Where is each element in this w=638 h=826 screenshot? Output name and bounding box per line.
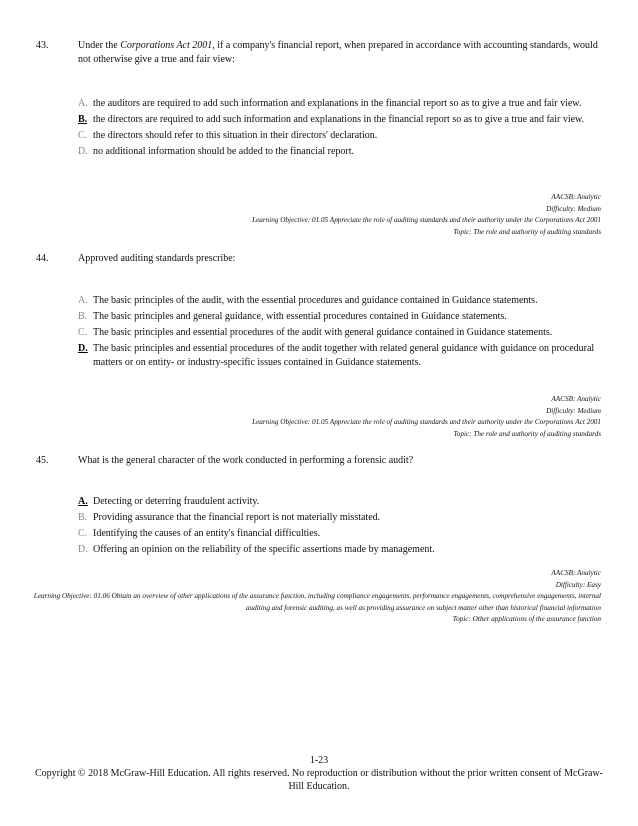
option-letter: A. xyxy=(78,496,88,507)
option-b[interactable] xyxy=(78,511,603,525)
question-text-part: Under the xyxy=(78,40,121,51)
option-a[interactable] xyxy=(78,97,603,111)
question-text-part: , if a company's financial report, when prepared in accordance with accounting standards, would not otherwise give a true and fair view: xyxy=(78,40,598,65)
option-text: Identifying the causes of an entity's financial difficulties. xyxy=(93,528,321,539)
learning-objective: Learning Objective: 01.06 Obtain an overview of other applications of the assurance function, including compliance engagements, performance engagements, comprehensive engagements, internal auditing and forensic auditing, as well as providing assurance on subject matter other than historical financial information xyxy=(33,592,601,612)
option-c[interactable] xyxy=(78,326,603,340)
question-text: Approved auditing standards prescribe: xyxy=(78,253,236,264)
option-text: Offering an opinion on the reliability of the specific assertions made by management. xyxy=(93,544,435,555)
option-b[interactable] xyxy=(78,310,603,324)
difficulty-tag: Difficulty: Easy xyxy=(555,580,601,589)
option-letter: B. xyxy=(78,114,88,125)
question-metadata-45 xyxy=(21,568,601,626)
question-text xyxy=(78,39,603,67)
option-text: the directors are required to add such information and explanations in the financial report so as to give a true and fair view. xyxy=(93,114,585,125)
option-d[interactable] xyxy=(78,543,603,557)
option-text: Detecting or deterring fraudulent activity. xyxy=(93,496,260,507)
aacsb-tag: AACSB: Analytic xyxy=(551,395,601,403)
difficulty-tag: Difficulty: Medium xyxy=(546,204,601,213)
options-45 xyxy=(78,495,603,559)
question-number: 43. xyxy=(36,40,49,51)
topic-tag: Topic: The role and authority of auditing standards xyxy=(453,227,601,236)
question-metadata-43 xyxy=(41,192,601,238)
option-text: The basic principles and essential procedures of the audit with general guidance contained in Guidance statements. xyxy=(93,327,553,338)
option-letter: D. xyxy=(78,544,88,555)
topic-tag: Topic: Other applications of the assurance function xyxy=(452,615,601,623)
question-text-italic: Corporations Act 2001 xyxy=(120,40,213,51)
option-c[interactable] xyxy=(78,129,603,143)
option-letter: C. xyxy=(78,130,88,141)
option-text: the auditors are required to add such information and explanations in the financial report so as to give a true and fair view. xyxy=(93,98,582,109)
option-a[interactable] xyxy=(78,495,603,509)
options-44 xyxy=(78,294,603,372)
option-text: no additional information should be added to the financial report. xyxy=(93,146,355,157)
question-metadata-44 xyxy=(41,394,601,440)
option-letter: B. xyxy=(78,512,88,523)
option-text: The basic principles and general guidance, with essential procedures contained in Guidance statements. xyxy=(93,311,507,322)
option-text: the directors should refer to this situation in their directors' declaration. xyxy=(93,130,378,141)
option-letter: D. xyxy=(78,146,88,157)
page-footer xyxy=(30,754,608,793)
option-d[interactable] xyxy=(78,145,603,159)
aacsb-tag: AACSB: Analytic xyxy=(551,193,601,201)
option-text: Providing assurance that the financial report is not materially misstated. xyxy=(93,512,381,523)
option-c[interactable] xyxy=(78,527,603,541)
question-number: 44. xyxy=(36,253,49,264)
option-letter: C. xyxy=(78,528,88,539)
option-text: The basic principles and essential procedures of the audit together with related general guidance with guidance on procedural matters or on entity- or industry-specific issues contained in Guidance statements. xyxy=(93,343,595,368)
option-letter: A. xyxy=(78,295,88,306)
option-letter: B. xyxy=(78,311,88,322)
option-text: The basic principles of the audit, with the essential procedures and guidance contained in Guidance statements. xyxy=(93,295,538,306)
option-letter: A. xyxy=(78,98,88,109)
option-d[interactable] xyxy=(78,342,603,370)
question-text: What is the general character of the work conducted in performing a forensic audit? xyxy=(78,455,414,466)
topic-tag: Topic: The role and authority of auditing standards xyxy=(453,429,601,438)
option-a[interactable] xyxy=(78,294,603,308)
options-43 xyxy=(78,97,603,161)
aacsb-tag: AACSB: Analytic xyxy=(551,569,601,577)
learning-objective: Learning Objective: 01.05 Appreciate the role of auditing standards and their authority under the Corporations Act 2001 xyxy=(252,418,601,426)
learning-objective: Learning Objective: 01.05 Appreciate the role of auditing standards and their authority under the Corporations Act 2001 xyxy=(252,216,601,224)
copyright-notice: Copyright © 2018 McGraw-Hill Education. All rights reserved. No reproduction or distribution without the prior written consent of McGraw-Hill Education. xyxy=(34,768,604,792)
option-b[interactable] xyxy=(78,113,603,127)
option-letter: D. xyxy=(78,343,88,354)
difficulty-tag: Difficulty: Medium xyxy=(546,406,601,415)
page-number: 1-23 xyxy=(309,755,329,766)
option-letter: C. xyxy=(78,327,88,338)
question-number: 45. xyxy=(36,455,49,466)
